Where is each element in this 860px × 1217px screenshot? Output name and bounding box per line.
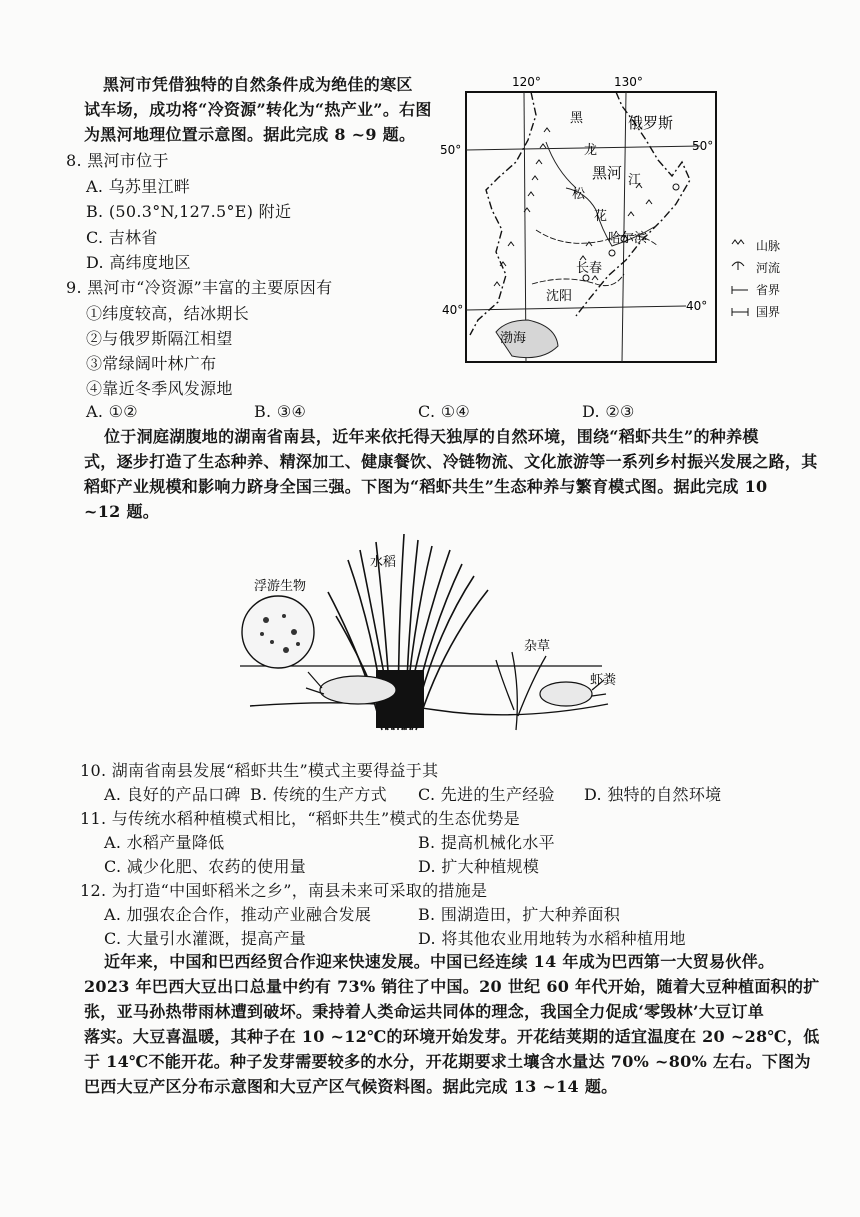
q10-option-b: B. 传统的生产方式	[250, 785, 387, 804]
legend-river: 河流	[756, 261, 781, 275]
q8-option-d: D. 高纬度地区	[86, 253, 191, 272]
q8-stem: 8. 黑河市位于	[66, 151, 169, 170]
q8-9-intro-line1: 黑河市凭借独特的自然条件成为绝佳的寒区	[103, 75, 413, 94]
q9-item-2: ②与俄罗斯隔江相望	[86, 329, 233, 348]
q12-option-d: D. 将其他农业用地转为水稻种植用地	[418, 929, 686, 948]
legend-mountain: 山脉	[756, 239, 781, 253]
map-lat-50-left: 50°	[440, 143, 462, 157]
map-song: 松	[572, 187, 586, 202]
q11-option-b: B. 提高机械化水平	[418, 833, 555, 852]
map-lon-120: 120°	[512, 75, 541, 89]
map-lat-40-left: 40°	[442, 303, 464, 317]
q9-item-3: ③常绿阔叶林广布	[86, 354, 217, 373]
q8-9-intro-line2: 试车场，成功将“冷资源”转化为“热产业”。右图	[84, 100, 432, 119]
q9-item-1: ①纬度较高，结冰期长	[86, 304, 250, 323]
q11-option-a: A. 水稻产量降低	[104, 833, 225, 852]
map-jiang-1: 江	[628, 173, 642, 188]
map-heihe: 黑河	[592, 164, 623, 182]
legend-national-border: 国界	[756, 305, 781, 319]
map-lon-130: 130°	[614, 75, 643, 89]
map-hei-1: 黑	[570, 111, 584, 126]
q9-option-c: C. ①④	[418, 402, 471, 421]
label-plankton: 浮游生物	[254, 579, 307, 594]
q12-stem: 12. 为打造“中国虾稻米之乡”，南县未来可采取的措施是	[80, 881, 488, 900]
q9-option-b: B. ③④	[254, 402, 307, 421]
label-shrimp-droppings: 虾粪	[590, 673, 617, 688]
q9-stem: 9. 黑河市“冷资源”丰富的主要原因有	[66, 278, 333, 297]
q9-option-d: D. ②③	[582, 402, 635, 421]
q11-option-d: D. 扩大种植规模	[418, 857, 540, 876]
map-russia: 俄罗斯	[628, 114, 674, 132]
label-rice: 水稻	[370, 555, 397, 570]
q10-12-intro-line3: 稻虾产业规模和影响力跻身全国三强。下图为“稻虾共生”生态种养与繁育模式图。据此完成 10	[84, 477, 768, 496]
q10-stem: 10. 湖南省南县发展“稻虾共生”模式主要得益于其	[80, 761, 439, 780]
q13-14-intro-line5: 于 14℃不能开花。种子发芽需要较多的水分，开花期要求土壤含水量达 70% ~80% 左右。下图为	[84, 1052, 811, 1071]
map-hua: 花	[594, 209, 608, 224]
q11-option-c: C. 减少化肥、农药的使用量	[104, 857, 307, 876]
q8-9-intro-line3: 为黑河地理位置示意图。据此完成 8 ~9 题。	[84, 125, 416, 144]
q10-12-intro-line1: 位于洞庭湖腹地的湖南省南县，近年来依托得天独厚的自然环境，围绕“稻虾共生”的种养模	[104, 427, 759, 446]
q8-option-b: B. (50.3°N,127.5°E) 附近	[86, 202, 292, 221]
q9-option-a: A. ①②	[86, 402, 138, 421]
q13-14-intro-line4: 落实。大豆喜温暖，其种子在 10 ~12℃的环境开始发芽。开花结荚期的适宜温度在 20 ~28℃，低	[84, 1027, 820, 1046]
q11-stem: 11. 与传统水稻种植模式相比，“稻虾共生”模式的生态优势是	[80, 809, 520, 828]
legend-province-border: 省界	[756, 283, 781, 297]
q13-14-intro-line2: 2023 年巴西大豆出口总量中约有 73% 销往了中国。20 世纪 60 年代开始，随着大豆种植面积的扩	[84, 977, 820, 996]
q10-option-c: C. 先进的生产经验	[418, 785, 555, 804]
q12-option-a: A. 加强农企合作，推动产业融合发展	[104, 905, 372, 924]
map-bohai: 渤海	[500, 331, 527, 346]
label-weeds: 杂草	[524, 639, 551, 654]
heihe-location-map	[436, 70, 816, 370]
map-changchun: 长春	[576, 261, 603, 276]
q10-12-intro-line4: ~12 题。	[84, 502, 160, 521]
q13-14-intro-line6: 巴西大豆产区分布示意图和大豆产区气候资料图。据此完成 13 ~14 题。	[84, 1077, 618, 1096]
q10-option-a: A. 良好的产品口碑	[104, 785, 241, 804]
map-harbin: 哈尔滨	[608, 231, 648, 246]
map-shenyang: 沈阳	[546, 289, 573, 304]
q12-option-b: B. 围湖造田，扩大种养面积	[418, 905, 621, 924]
q13-14-intro-line1: 近年来，中国和巴西经贸合作迎来快速发展。中国已经连续 14 年成为巴西第一大贸易伙伴。	[104, 952, 775, 971]
q10-option-d: D. 独特的自然环境	[584, 785, 722, 804]
q12-option-c: C. 大量引水灌溉，提高产量	[104, 929, 307, 948]
rice-shrimp-diagram	[236, 520, 636, 752]
map-lat-50-right: 50°	[692, 139, 714, 153]
q8-option-c: C. 吉林省	[86, 228, 158, 247]
q8-option-a: A. 乌苏里江畔	[86, 177, 191, 196]
map-lat-40-right: 40°	[686, 299, 708, 313]
q9-item-4: ④靠近冬季风发源地	[86, 379, 233, 398]
q13-14-intro-line3: 张，亚马孙热带雨林遭到破坏。秉持着人类命运共同体的理念，我国全力促成‘零毁林’大豆订单	[84, 1002, 765, 1021]
map-long: 龙	[584, 143, 598, 158]
q10-12-intro-line2: 式，逐步打造了生态种养、精深加工、健康餐饮、冷链物流、文化旅游等一系列乡村振兴发展之路，其	[84, 452, 818, 471]
